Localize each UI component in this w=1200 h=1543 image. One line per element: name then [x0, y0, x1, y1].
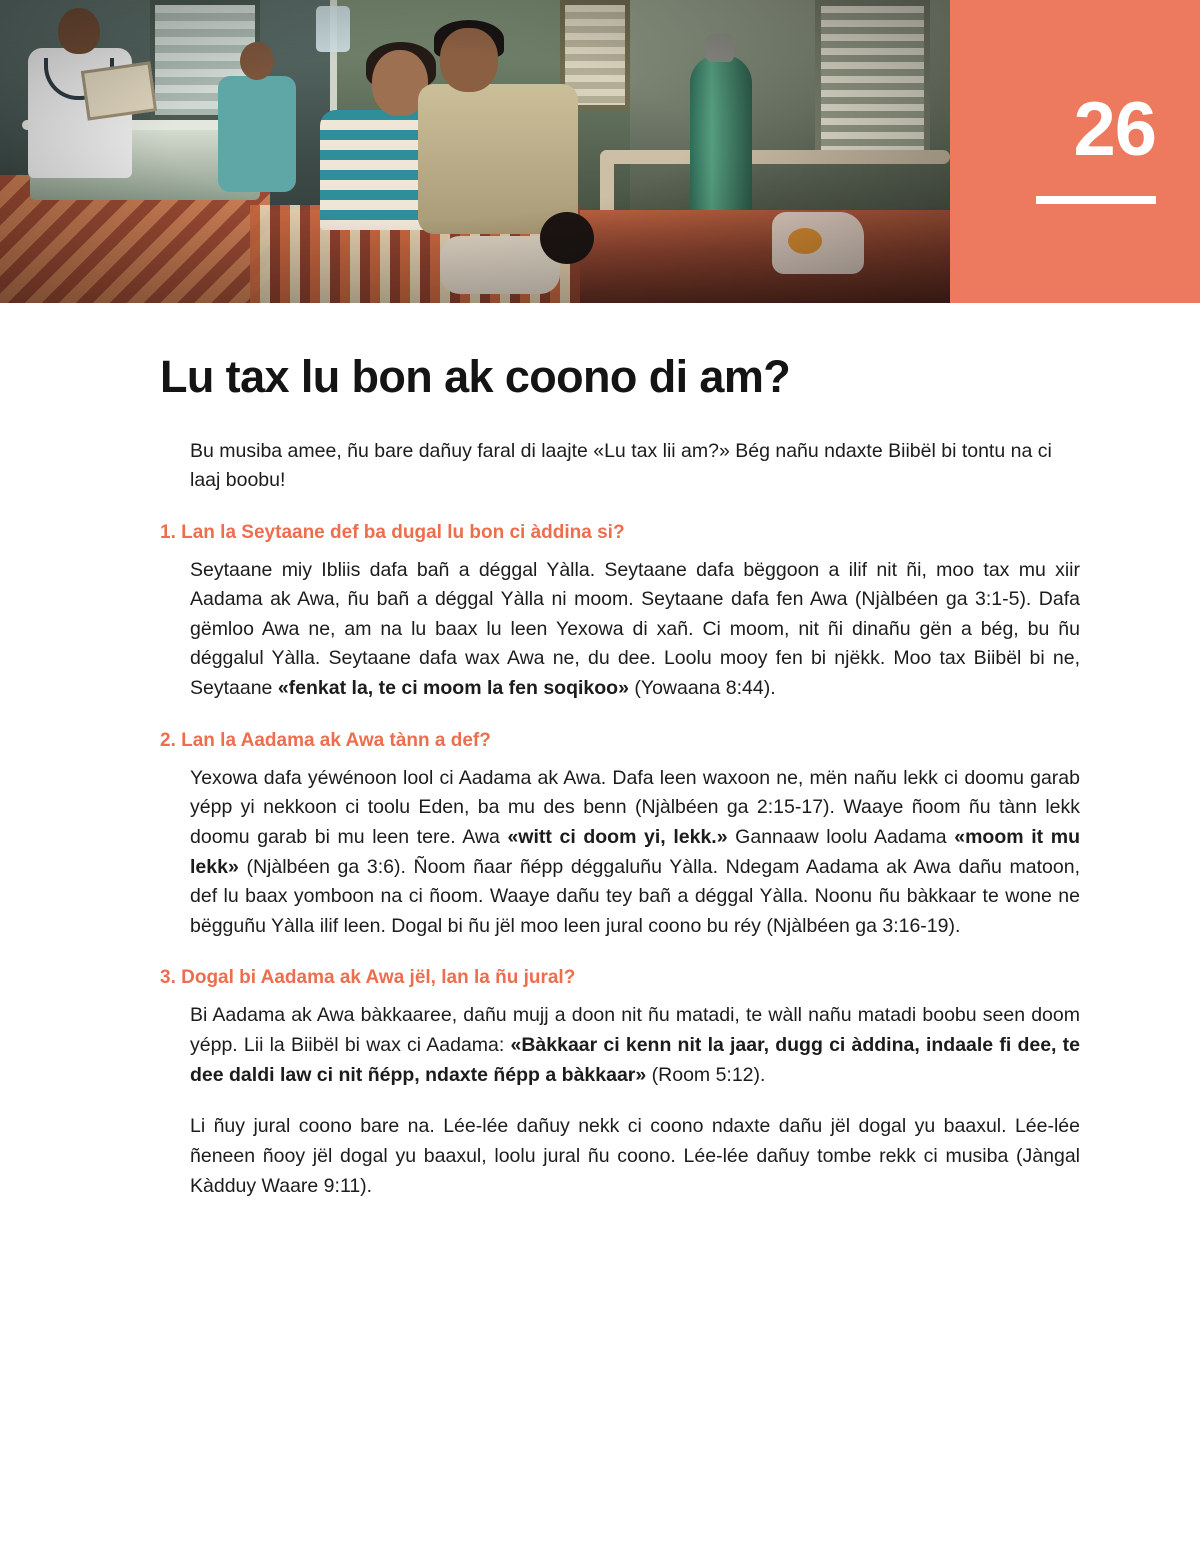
answer-paragraph	[190, 556, 1080, 704]
scripture-quote: «witt ci doom yi, lekk.»	[507, 825, 728, 848]
question-heading: 2. Lan la Aadama ak Awa tànn a def?	[160, 729, 491, 751]
answer-paragraph	[190, 1001, 1080, 1090]
paragraph-text: Yexowa dafa yéwénoon lool ci Aadama ak Awa. Dafa leen waxoon ne, mën nañu lekk ci doomu garab yépp yi nekkoon ci toolu Eden, ba mu des benn (Njàlbéen ga 2:15-17). Waaye ñoom ñu tànn lekk doomu garab bi mu leen tere. Awa	[190, 766, 1080, 848]
paragraph-text: (Yowaana 8:44).	[628, 677, 776, 699]
answer-paragraph	[190, 764, 1080, 942]
paragraph-text: Seytaane miy Ibliis dafa bañ a déggal Yàlla. Seytaane dafa bëggoon a ilif nit ñi, moo tax mu xiir Aadama ak Awa, ñu bañ a déggal Yàlla ni moom. Seytaane dafa fen Awa (Njàlbéen ga 3:1-5). Dafa gëmloo Awa ne, am na lu baax lu leen Yexowa di xañ. Ci moom, nit ñi dinañu gën a bég, bu ñu déggalul Yàlla. Seytaane dafa wax Awa ne, du dee. Loolu mooy fen bi njëkk. Moo tax Biibël bi ne, Seytaane	[190, 558, 1080, 699]
answer-paragraph	[190, 1112, 1080, 1201]
scripture-quote: «fenkat la, te ci moom la fen soqikoo»	[277, 677, 629, 699]
photo-vignette	[0, 0, 950, 303]
scripture-quote: «Bàkkaar ci kenn nit la jaar, dugg ci àddina, indaale fi dee, te dee daldi law ci nit ñépp, ndaxte ñépp a bàkkaar»	[190, 1034, 1080, 1086]
scripture-quote: «moom it mu lekk»	[190, 825, 1080, 878]
hospital-ward-photo	[0, 0, 950, 303]
article-content	[0, 303, 1200, 1201]
page-header	[0, 0, 1200, 303]
intro-paragraph: Bu musiba amee, ñu bare dañuy faral di laajte «Lu tax lii am?» Bég nañu ndaxte Biibël bi tontu na ci laaj boobu!	[190, 440, 1052, 492]
question-block	[160, 522, 1080, 704]
page-number-block	[950, 0, 1200, 303]
question-sections	[160, 522, 1080, 1202]
paragraph-text: Li ñuy jural coono bare na. Lée-lée dañuy nekk ci coono ndaxte dañu jël dogal yu baaxul. Lée-lée ñeneen ñooy jël dogal yu baaxul, loolu jural ñu coono. Lée-lée dañuy tombe rekk ci musiba (Jàngal Kàdduy Waare 9:11).	[190, 1115, 1080, 1197]
question-heading: 1. Lan la Seytaane def ba dugal lu bon ci àddina si?	[160, 521, 625, 543]
page-title: Lu tax lu bon ak coono di am?	[160, 351, 791, 402]
question-heading: 3. Dogal bi Aadama ak Awa jël, lan la ñu jural?	[160, 967, 576, 989]
paragraph-text: Bi Aadama ak Awa bàkkaaree, dañu mujj a doon nit ñu matadi, te wàll nañu matadi boobu seen doom yépp. Lii la Biibël bi wax ci Aadama:	[190, 1004, 1080, 1056]
paragraph-text: (Njàlbéen ga 3:6). Ñoom ñaar ñépp déggaluñu Yàlla. Ndegam Aadama ak Awa dañu matoon, def lu baax yomboon na ci ñoom. Waaye dañu tey bañ a déggal Yàlla. Noonu ñu bàkkaar te wone ne bëgguñu Yàlla ilif leen. Dogal bi ñu jël moo leen jural coono bu réy (Njàlbéen ga 3:16-19).	[190, 855, 1080, 937]
question-block	[160, 967, 1080, 1201]
paragraph-text: Gannaaw loolu Aadama	[727, 825, 955, 848]
paragraph-text: (Room 5:12).	[646, 1063, 766, 1086]
question-block	[160, 730, 1080, 942]
page-number: 26	[1073, 87, 1156, 172]
page-number-rule	[1036, 196, 1156, 204]
